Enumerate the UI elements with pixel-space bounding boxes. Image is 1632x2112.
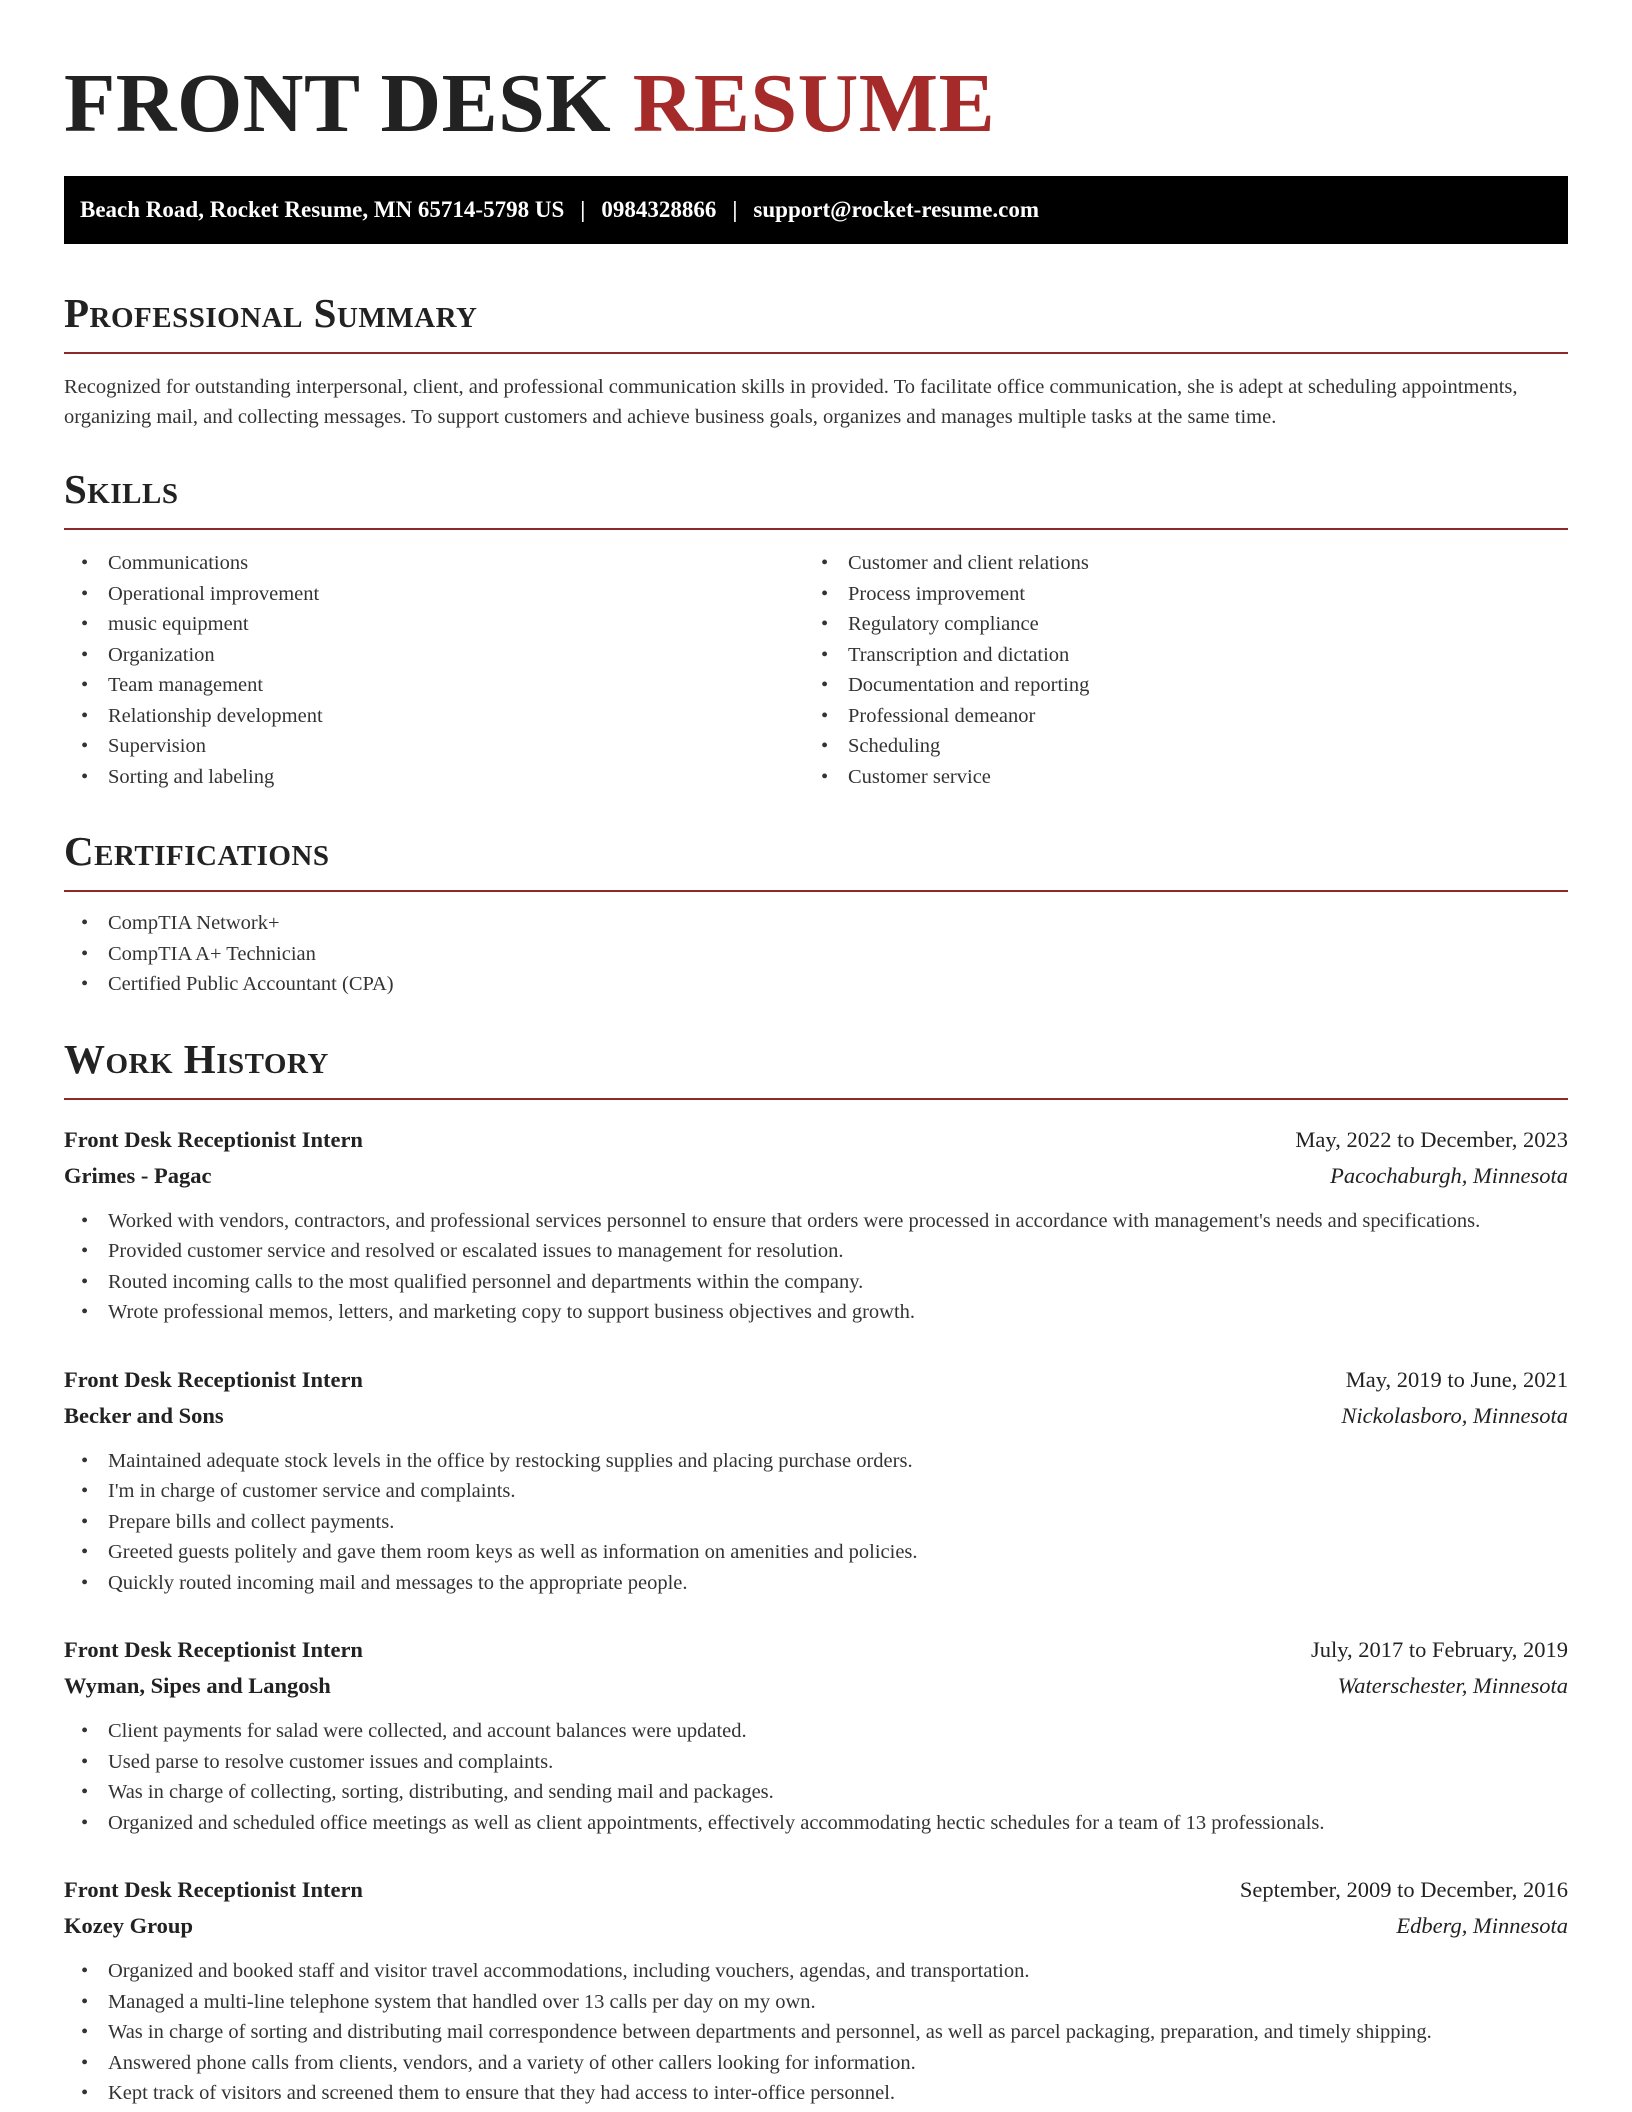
skill-item: • Supervision [64, 731, 804, 762]
work-history-section [64, 1034, 1568, 2109]
job-company: Wyman, Sipes and Langosh [64, 1673, 331, 1698]
job-dates: September, 2009 to December, 2016 [1239, 1877, 1568, 1902]
title-accent: RESUME [632, 57, 996, 150]
certifications-list [64, 908, 1568, 1000]
job-company-row [64, 1668, 1568, 1704]
job-duty: • Greeted guests politely and gave them room keys as well as information on amenities and policies. [64, 1537, 1568, 1568]
contact-separator: | [580, 197, 586, 222]
skill-item: • Transcription and dictation [804, 640, 1544, 671]
summary-section [64, 288, 1568, 432]
job-duty: • Client payments for salad were collected, and account balances were updated. [64, 1716, 1568, 1747]
job-company-row [64, 1158, 1568, 1194]
summary-text: Recognized for outstanding interpersonal, client, and professional communication skills in provided. To facilitate office communication, she is adept at scheduling appointments, organizing mail, and collecting messages. To support customers and achieve business goals, organizes and manages multiple tasks at the same time. [64, 376, 1518, 428]
job-title: Front Desk Receptionist Intern [64, 1366, 363, 1392]
job-dates: May, 2022 to December, 2023 [1295, 1126, 1568, 1152]
skill-item: • Documentation and reporting [804, 670, 1544, 701]
section-divider [64, 528, 1568, 530]
job-duty: • Quickly routed incoming mail and messages to the appropriate people. [64, 1568, 1568, 1599]
job-duty: • Maintained adequate stock levels in the office by restocking supplies and placing purchase orders. [64, 1446, 1568, 1477]
job-duty: • Provided customer service and resolved or escalated issues to management for resolution. [64, 1236, 1568, 1267]
certification-item: • CompTIA Network+ [64, 908, 1568, 939]
job-entry [64, 1122, 1568, 1328]
resume-page [64, 0, 1568, 2109]
section-divider [64, 352, 1568, 354]
job-duty: • Prepare bills and collect payments. [64, 1507, 1568, 1538]
job-company: Becker and Sons [64, 1402, 224, 1428]
job-header-row [64, 1362, 1568, 1398]
skills-section [64, 464, 1568, 792]
job-duty: • Organized and booked staff and visitor travel accommodations, including vouchers, agendas, and transportation. [64, 1956, 1568, 1987]
job-dates: July, 2017 to February, 2019 [1310, 1637, 1568, 1662]
job-company-row [64, 1398, 1568, 1434]
job-company: Kozey Group [64, 1913, 193, 1938]
job-duties-list [64, 1716, 1568, 1838]
resume-title [64, 0, 1568, 158]
job-dates: May, 2019 to June, 2021 [1345, 1366, 1568, 1392]
job-duties-list [64, 1206, 1568, 1328]
skill-item: • Operational improvement [64, 579, 804, 610]
job-location: Waterschester, Minnesota [1337, 1673, 1568, 1698]
skill-item: • Professional demeanor [804, 701, 1544, 732]
skill-item: • Organization [64, 640, 804, 671]
contact-phone: 0984328866 [601, 197, 717, 222]
job-location: Nickolasboro, Minnesota [1341, 1402, 1568, 1428]
skill-item: • music equipment [64, 609, 804, 640]
certification-item: • Certified Public Accountant (CPA) [64, 969, 1568, 1000]
job-header-row [64, 1872, 1568, 1908]
job-duties-list [64, 1446, 1568, 1599]
skills-list-left [64, 548, 804, 792]
job-entry [64, 1632, 1568, 1838]
job-location: Edberg, Minnesota [1396, 1913, 1568, 1938]
skill-item: • Process improvement [804, 579, 1544, 610]
section-heading-certifications: Certifications [64, 828, 330, 874]
job-header-row [64, 1632, 1568, 1668]
job-company: Grimes - Pagac [64, 1162, 212, 1188]
job-location: Pacochaburgh, Minnesota [1330, 1162, 1568, 1188]
skill-item: • Customer and client relations [804, 548, 1544, 579]
skill-item: • Customer service [804, 762, 1544, 793]
job-duty: • Was in charge of sorting and distributing mail correspondence between departments and personnel, as well as parcel packaging, preparation, and timely shipping. [64, 2017, 1568, 2048]
section-heading-skills: Skills [64, 466, 179, 512]
skill-item: • Team management [64, 670, 804, 701]
job-duty: • Used parse to resolve customer issues and complaints. [64, 1747, 1568, 1778]
job-duty: • Wrote professional memos, letters, and marketing copy to support business objectives and growth. [64, 1297, 1568, 1328]
contact-separator: | [732, 197, 738, 222]
skills-grid [64, 548, 1568, 792]
job-duty: • Answered phone calls from clients, vendors, and a variety of other callers looking for information. [64, 2048, 1568, 2079]
skill-item: • Relationship development [64, 701, 804, 732]
skill-item: • Scheduling [804, 731, 1544, 762]
job-title: Front Desk Receptionist Intern [64, 1126, 363, 1152]
job-duty: • Kept track of visitors and screened them to ensure that they had access to inter-office personnel. [64, 2078, 1568, 2109]
job-entry [64, 1362, 1568, 1599]
job-duty: • Worked with vendors, contractors, and professional services personnel to ensure that orders were processed in accordance with management's needs and specifications. [64, 1206, 1568, 1237]
job-entry [64, 1872, 1568, 2109]
skill-item: • Communications [64, 548, 804, 579]
contact-address: Beach Road, Rocket Resume, MN 65714-5798 US [80, 197, 565, 222]
job-duties-list [64, 1956, 1568, 2109]
job-duty: • Was in charge of collecting, sorting, distributing, and sending mail and packages. [64, 1777, 1568, 1808]
job-duty: • Routed incoming calls to the most qualified personnel and departments within the company. [64, 1267, 1568, 1298]
skills-list-right [804, 548, 1544, 792]
job-duty: • I'm in charge of customer service and complaints. [64, 1476, 1568, 1507]
section-divider [64, 1098, 1568, 1100]
section-heading-work-history: Work History [64, 1035, 329, 1082]
job-duty: • Organized and scheduled office meetings as well as client appointments, effectively accommodating hectic schedules for a team of 13 professionals. [64, 1808, 1568, 1839]
skill-item: • Regulatory compliance [804, 609, 1544, 640]
certifications-section [64, 826, 1568, 1000]
job-company-row [64, 1908, 1568, 1944]
section-divider [64, 890, 1568, 892]
job-header-row [64, 1122, 1568, 1158]
contact-bar [64, 176, 1568, 244]
section-heading-summary: Professional Summary [64, 290, 478, 336]
title-main: FRONT DESK [64, 57, 612, 150]
skill-item: • Sorting and labeling [64, 762, 804, 793]
certification-item: • CompTIA A+ Technician [64, 939, 1568, 970]
contact-email: support@rocket-resume.com [753, 197, 1040, 222]
job-duty: • Managed a multi-line telephone system that handled over 13 calls per day on my own. [64, 1987, 1568, 2018]
job-title: Front Desk Receptionist Intern [64, 1637, 363, 1662]
job-title: Front Desk Receptionist Intern [64, 1877, 363, 1902]
